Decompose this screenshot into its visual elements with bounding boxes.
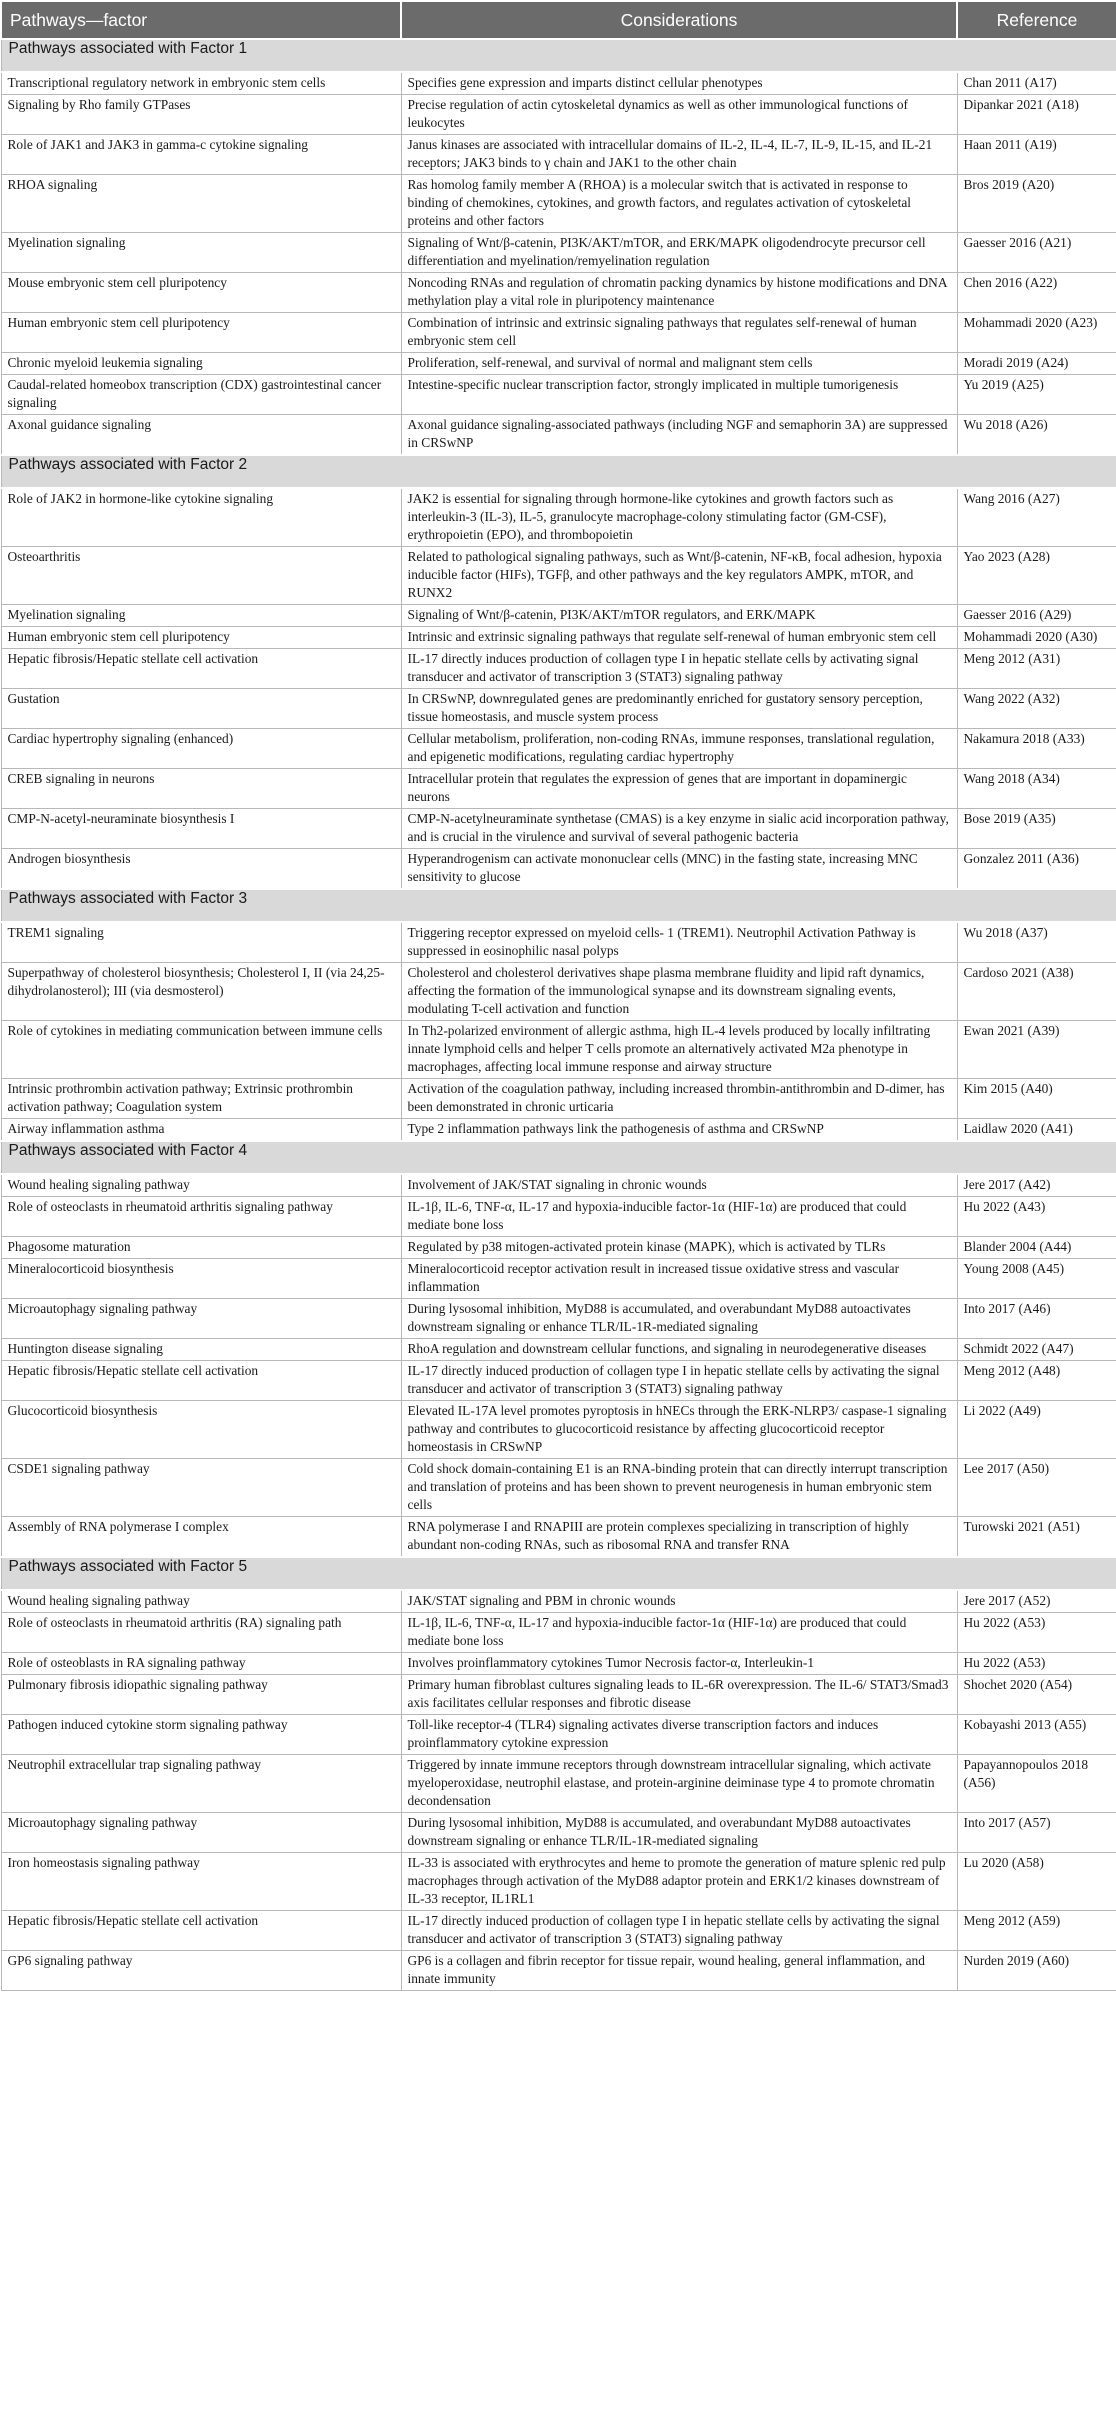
- pathway-cell: Human embryonic stem cell pluripotency: [1, 627, 401, 649]
- table-row: [1, 375, 1116, 415]
- reference-cell: Mohammadi 2020 (A30): [957, 627, 1116, 649]
- pathway-cell: Microautophagy signaling pathway: [1, 1299, 401, 1339]
- table-row: [1, 605, 1116, 627]
- consideration-cell: Primary human fibroblast cultures signaling leads to IL-6R overexpression. The IL-6/ STAT3/Smad3 axis facilitates cellular responses and fibrotic disease: [401, 1675, 957, 1715]
- consideration-cell: Cellular metabolism, proliferation, non-coding RNAs, immune responses, translational regulation, and epigenetic modifications, regulating cardiac hypertrophy: [401, 729, 957, 769]
- section-header-row: [1, 1557, 1116, 1590]
- section-header-row: [1, 1141, 1116, 1174]
- consideration-cell: Triggering receptor expressed on myeloid cells- 1 (TREM1). Neutrophil Activation Pathway is suppressed in eosinophilic nasal polyps: [401, 922, 957, 963]
- pathway-cell: Cardiac hypertrophy signaling (enhanced): [1, 729, 401, 769]
- pathway-cell: Gustation: [1, 689, 401, 729]
- consideration-cell: Specifies gene expression and imparts distinct cellular phenotypes: [401, 72, 957, 95]
- table-body: [1, 39, 1116, 1991]
- pathway-cell: Axonal guidance signaling: [1, 415, 401, 456]
- reference-cell: Shochet 2020 (A54): [957, 1675, 1116, 1715]
- consideration-cell: Signaling of Wnt/β-catenin, PI3K/AKT/mTOR, and ERK/MAPK oligodendrocyte precursor cell differentiation and myelination/remyelination regulation: [401, 233, 957, 273]
- reference-cell: Yao 2023 (A28): [957, 547, 1116, 605]
- reference-cell: Papayannopoulos 2018 (A56): [957, 1755, 1116, 1813]
- table-row: [1, 1299, 1116, 1339]
- table-row: [1, 488, 1116, 547]
- pathway-cell: Pulmonary fibrosis idiopathic signaling pathway: [1, 1675, 401, 1715]
- reference-cell: Gaesser 2016 (A29): [957, 605, 1116, 627]
- reference-cell: Mohammadi 2020 (A23): [957, 313, 1116, 353]
- table-row: [1, 1459, 1116, 1517]
- table-row: [1, 135, 1116, 175]
- reference-cell: Chen 2016 (A22): [957, 273, 1116, 313]
- reference-cell: Meng 2012 (A48): [957, 1361, 1116, 1401]
- consideration-cell: IL-1β, IL-6, TNF-α, IL-17 and hypoxia-inducible factor-1α (HIF-1α) are produced that could mediate bone loss: [401, 1613, 957, 1653]
- pathway-cell: Pathogen induced cytokine storm signaling pathway: [1, 1715, 401, 1755]
- consideration-cell: Combination of intrinsic and extrinsic signaling pathways that regulates self-renewal of human embryonic stem cell: [401, 313, 957, 353]
- consideration-cell: IL-17 directly induces production of collagen type I in hepatic stellate cells by activating signal transducer and activator of transcription 3 (STAT3) signaling pathway: [401, 649, 957, 689]
- reference-cell: Dipankar 2021 (A18): [957, 95, 1116, 135]
- table-row: [1, 233, 1116, 273]
- pathway-cell: Glucocorticoid biosynthesis: [1, 1401, 401, 1459]
- table-row: [1, 963, 1116, 1021]
- pathway-cell: Androgen biosynthesis: [1, 849, 401, 890]
- pathway-cell: Wound healing signaling pathway: [1, 1174, 401, 1197]
- consideration-cell: Related to pathological signaling pathways, such as Wnt/β-catenin, NF-κB, focal adhesion, hypoxia inducible factor (HIFs), TGFβ, and other pathways and the key regulators AMPK, mTOR, and RUNX2: [401, 547, 957, 605]
- consideration-cell: Intrinsic and extrinsic signaling pathways that regulate self-renewal of human embryonic stem cell: [401, 627, 957, 649]
- table-row: [1, 1339, 1116, 1361]
- pathway-cell: Chronic myeloid leukemia signaling: [1, 353, 401, 375]
- consideration-cell: IL-33 is associated with erythrocytes and heme to promote the generation of mature splenic red pulp macrophages through activation of the MyD88 adaptor protein and ERK1/2 kinases downstream of IL-33 receptor, IL1RL1: [401, 1853, 957, 1911]
- pathway-cell: Wound healing signaling pathway: [1, 1590, 401, 1613]
- reference-cell: Gonzalez 2011 (A36): [957, 849, 1116, 890]
- pathway-cell: Role of osteoclasts in rheumatoid arthritis signaling pathway: [1, 1197, 401, 1237]
- consideration-cell: IL-1β, IL-6, TNF-α, IL-17 and hypoxia-inducible factor-1α (HIF-1α) are produced that could mediate bone loss: [401, 1197, 957, 1237]
- reference-cell: Li 2022 (A49): [957, 1401, 1116, 1459]
- table-row: [1, 1021, 1116, 1079]
- section-title: Pathways associated with Factor 1: [1, 39, 1116, 72]
- reference-cell: Hu 2022 (A53): [957, 1653, 1116, 1675]
- reference-cell: Young 2008 (A45): [957, 1259, 1116, 1299]
- reference-cell: Hu 2022 (A53): [957, 1613, 1116, 1653]
- table-row: [1, 1174, 1116, 1197]
- pathway-cell: Role of JAK1 and JAK3 in gamma-c cytokine signaling: [1, 135, 401, 175]
- consideration-cell: Involves proinflammatory cytokines Tumor Necrosis factor-α, Interleukin-1: [401, 1653, 957, 1675]
- consideration-cell: Activation of the coagulation pathway, including increased thrombin-antithrombin and D-dimer, has been demonstrated in chronic urticaria: [401, 1079, 957, 1119]
- table-row: [1, 729, 1116, 769]
- reference-cell: Wu 2018 (A37): [957, 922, 1116, 963]
- table-row: [1, 1813, 1116, 1853]
- section-title: Pathways associated with Factor 5: [1, 1557, 1116, 1590]
- reference-cell: Lee 2017 (A50): [957, 1459, 1116, 1517]
- pathway-cell: Hepatic fibrosis/Hepatic stellate cell activation: [1, 649, 401, 689]
- pathway-cell: RHOA signaling: [1, 175, 401, 233]
- reference-cell: Bros 2019 (A20): [957, 175, 1116, 233]
- consideration-cell: RNA polymerase I and RNAPIII are protein complexes specializing in transcription of highly abundant non-coding RNAs, such as ribosomal RNA and transfer RNA: [401, 1517, 957, 1558]
- reference-cell: Nurden 2019 (A60): [957, 1951, 1116, 1991]
- reference-cell: Kobayashi 2013 (A55): [957, 1715, 1116, 1755]
- reference-cell: Jere 2017 (A52): [957, 1590, 1116, 1613]
- pathway-cell: CREB signaling in neurons: [1, 769, 401, 809]
- reference-cell: Chan 2011 (A17): [957, 72, 1116, 95]
- reference-cell: Hu 2022 (A43): [957, 1197, 1116, 1237]
- consideration-cell: GP6 is a collagen and fibrin receptor for tissue repair, wound healing, general inflammation, and innate immunity: [401, 1951, 957, 1991]
- consideration-cell: In Th2-polarized environment of allergic asthma, high IL-4 levels produced by locally infiltrating innate lymphoid cells and helper T cells promote an alternatively activated M2a phenotype in macrophages, affecting local immune response and airway structure: [401, 1021, 957, 1079]
- table-row: [1, 1715, 1116, 1755]
- consideration-cell: During lysosomal inhibition, MyD88 is accumulated, and overabundant MyD88 autoactivates downstream signaling or enhance TLR/IL-1R-mediated signaling: [401, 1299, 957, 1339]
- table-row: [1, 353, 1116, 375]
- pathway-cell: Human embryonic stem cell pluripotency: [1, 313, 401, 353]
- consideration-cell: Axonal guidance signaling-associated pathways (including NGF and semaphorin 3A) are suppressed in CRSwNP: [401, 415, 957, 456]
- consideration-cell: Mineralocorticoid receptor activation result in increased tissue oxidative stress and vascular inflammation: [401, 1259, 957, 1299]
- table-row: [1, 1653, 1116, 1675]
- consideration-cell: JAK2 is essential for signaling through hormone-like cytokines and growth factors such as interleukin-3 (IL-3), IL-5, granulocyte macrophage-colony stimulating factor (GM-CSF), erythropoietin (EPO), and thrombopoietin: [401, 488, 957, 547]
- table-row: [1, 1517, 1116, 1558]
- reference-cell: Cardoso 2021 (A38): [957, 963, 1116, 1021]
- pathway-cell: Mouse embryonic stem cell pluripotency: [1, 273, 401, 313]
- reference-cell: Laidlaw 2020 (A41): [957, 1119, 1116, 1142]
- pathway-cell: Role of osteoblasts in RA signaling pathway: [1, 1653, 401, 1675]
- pathway-cell: Role of JAK2 in hormone-like cytokine signaling: [1, 488, 401, 547]
- table-row: [1, 273, 1116, 313]
- consideration-cell: Hyperandrogenism can activate mononuclear cells (MNC) in the fasting state, increasing MNC sensitivity to glucose: [401, 849, 957, 890]
- consideration-cell: Cholesterol and cholesterol derivatives shape plasma membrane fluidity and lipid raft dynamics, affecting the formation of the immunological synapse and its downstream signaling events, modulating T-cell activation and function: [401, 963, 957, 1021]
- table-row: [1, 769, 1116, 809]
- reference-cell: Moradi 2019 (A24): [957, 353, 1116, 375]
- consideration-cell: Ras homolog family member A (RHOA) is a molecular switch that is activated in response to binding of chemokines, cytokines, and growth factors, and regulates activation of cytoskeletal proteins and other factors: [401, 175, 957, 233]
- pathway-cell: Neutrophil extracellular trap signaling pathway: [1, 1755, 401, 1813]
- pathway-cell: CSDE1 signaling pathway: [1, 1459, 401, 1517]
- pathway-cell: Hepatic fibrosis/Hepatic stellate cell activation: [1, 1911, 401, 1951]
- reference-cell: Jere 2017 (A42): [957, 1174, 1116, 1197]
- pathway-cell: Myelination signaling: [1, 233, 401, 273]
- table-row: [1, 1259, 1116, 1299]
- pathway-cell: Mineralocorticoid biosynthesis: [1, 1259, 401, 1299]
- pathway-cell: Assembly of RNA polymerase I complex: [1, 1517, 401, 1558]
- consideration-cell: Type 2 inflammation pathways link the pathogenesis of asthma and CRSwNP: [401, 1119, 957, 1142]
- consideration-cell: Elevated IL-17A level promotes pyroptosis in hNECs through the ERK-NLRP3/ caspase-1 signaling pathway and contributes to glucocorticoid resistance by affecting glucocorticoid receptor homeostasis in CRSwNP: [401, 1401, 957, 1459]
- reference-cell: Yu 2019 (A25): [957, 375, 1116, 415]
- consideration-cell: Precise regulation of actin cytoskeletal dynamics as well as other immunological functions of leukocytes: [401, 95, 957, 135]
- reference-cell: Wang 2016 (A27): [957, 488, 1116, 547]
- table-row: [1, 1613, 1116, 1653]
- table-row: [1, 1119, 1116, 1142]
- section-title: Pathways associated with Factor 4: [1, 1141, 1116, 1174]
- pathway-cell: Myelination signaling: [1, 605, 401, 627]
- table-row: [1, 95, 1116, 135]
- table-row: [1, 175, 1116, 233]
- section-title: Pathways associated with Factor 3: [1, 889, 1116, 922]
- reference-cell: Ewan 2021 (A39): [957, 1021, 1116, 1079]
- pathway-cell: Hepatic fibrosis/Hepatic stellate cell activation: [1, 1361, 401, 1401]
- consideration-cell: CMP-N-acetylneuraminate synthetase (CMAS) is a key enzyme in sialic acid incorporation pathway, and is crucial in the virulence and survival of several pathogenic bacteria: [401, 809, 957, 849]
- reference-cell: Wang 2022 (A32): [957, 689, 1116, 729]
- reference-cell: Into 2017 (A46): [957, 1299, 1116, 1339]
- section-header-row: [1, 39, 1116, 72]
- table-row: [1, 1590, 1116, 1613]
- table-row: [1, 922, 1116, 963]
- reference-cell: Kim 2015 (A40): [957, 1079, 1116, 1119]
- pathway-cell: CMP-N-acetyl-neuraminate biosynthesis I: [1, 809, 401, 849]
- pathway-cell: Transcriptional regulatory network in embryonic stem cells: [1, 72, 401, 95]
- table-row: [1, 1361, 1116, 1401]
- pathway-cell: Role of cytokines in mediating communication between immune cells: [1, 1021, 401, 1079]
- reference-cell: Haan 2011 (A19): [957, 135, 1116, 175]
- pathway-cell: Signaling by Rho family GTPases: [1, 95, 401, 135]
- table-row: [1, 689, 1116, 729]
- pathway-cell: Huntington disease signaling: [1, 1339, 401, 1361]
- header-reference: Reference: [957, 1, 1116, 39]
- table-row: [1, 1401, 1116, 1459]
- table-row: [1, 415, 1116, 456]
- reference-cell: Wang 2018 (A34): [957, 769, 1116, 809]
- section-title: Pathways associated with Factor 2: [1, 455, 1116, 488]
- pathway-cell: Intrinsic prothrombin activation pathway; Extrinsic prothrombin activation pathway; Coagulation system: [1, 1079, 401, 1119]
- table-row: [1, 1755, 1116, 1813]
- table-row: [1, 1911, 1116, 1951]
- consideration-cell: Proliferation, self-renewal, and survival of normal and malignant stem cells: [401, 353, 957, 375]
- consideration-cell: Toll-like receptor-4 (TLR4) signaling activates diverse transcription factors and induces proinflammatory cytokine expression: [401, 1715, 957, 1755]
- reference-cell: Nakamura 2018 (A33): [957, 729, 1116, 769]
- consideration-cell: In CRSwNP, downregulated genes are predominantly enriched for gustatory sensory perception, tissue homeostasis, and muscle system process: [401, 689, 957, 729]
- table-row: [1, 1951, 1116, 1991]
- pathway-cell: GP6 signaling pathway: [1, 1951, 401, 1991]
- table-row: [1, 1237, 1116, 1259]
- consideration-cell: Triggered by innate immune receptors through downstream intracellular signaling, which activate myeloperoxidase, neutrophil elastase, and protein-arginine deiminase type 4 to promote chromatin decondensation: [401, 1755, 957, 1813]
- consideration-cell: Intestine-specific nuclear transcription factor, strongly implicated in multiple tumorigenesis: [401, 375, 957, 415]
- consideration-cell: IL-17 directly induced production of collagen type I in hepatic stellate cells by activating the signal transducer and activator of transcription 3 (STAT3) signaling pathway: [401, 1911, 957, 1951]
- table-row: [1, 649, 1116, 689]
- reference-cell: Into 2017 (A57): [957, 1813, 1116, 1853]
- consideration-cell: JAK/STAT signaling and PBM in chronic wounds: [401, 1590, 957, 1613]
- section-header-row: [1, 889, 1116, 922]
- pathway-cell: Superpathway of cholesterol biosynthesis; Cholesterol I, II (via 24,25-dihydrolanosterol); III (via desmosterol): [1, 963, 401, 1021]
- consideration-cell: Cold shock domain-containing E1 is an RNA-binding protein that can directly interrupt transcription and translation of proteins and has been shown to prevent neurogenesis in human embryonic stem cells: [401, 1459, 957, 1517]
- pathway-cell: Microautophagy signaling pathway: [1, 1813, 401, 1853]
- reference-cell: Gaesser 2016 (A21): [957, 233, 1116, 273]
- table-row: [1, 1853, 1116, 1911]
- reference-cell: Schmidt 2022 (A47): [957, 1339, 1116, 1361]
- consideration-cell: Signaling of Wnt/β-catenin, PI3K/AKT/mTOR regulators, and ERK/MAPK: [401, 605, 957, 627]
- table-row: [1, 1675, 1116, 1715]
- table-row: [1, 72, 1116, 95]
- reference-cell: Meng 2012 (A59): [957, 1911, 1116, 1951]
- consideration-cell: Regulated by p38 mitogen-activated protein kinase (MAPK), which is activated by TLRs: [401, 1237, 957, 1259]
- consideration-cell: Noncoding RNAs and regulation of chromatin packing dynamics by histone modifications and DNA methylation play a vital role in pluripotency maintenance: [401, 273, 957, 313]
- consideration-cell: Intracellular protein that regulates the expression of genes that are important in dopaminergic neurons: [401, 769, 957, 809]
- pathway-cell: Phagosome maturation: [1, 1237, 401, 1259]
- pathway-cell: Caudal-related homeobox transcription (CDX) gastrointestinal cancer signaling: [1, 375, 401, 415]
- section-header-row: [1, 455, 1116, 488]
- pathway-cell: Osteoarthritis: [1, 547, 401, 605]
- reference-cell: Meng 2012 (A31): [957, 649, 1116, 689]
- consideration-cell: RhoA regulation and downstream cellular functions, and signaling in neurodegenerative diseases: [401, 1339, 957, 1361]
- consideration-cell: Janus kinases are associated with intracellular domains of IL-2, IL-4, IL-7, IL-9, IL-15, and IL-21 receptors; JAK3 binds to γ chain and JAK1 to the other chain: [401, 135, 957, 175]
- reference-cell: Wu 2018 (A26): [957, 415, 1116, 456]
- pathway-cell: TREM1 signaling: [1, 922, 401, 963]
- header-considerations: Considerations: [401, 1, 957, 39]
- consideration-cell: During lysosomal inhibition, MyD88 is accumulated, and overabundant MyD88 autoactivates downstream signaling or enhance TLR/IL-1R-mediated signaling: [401, 1813, 957, 1853]
- table-row: [1, 547, 1116, 605]
- table-row: [1, 849, 1116, 890]
- table-row: [1, 313, 1116, 353]
- reference-cell: Bose 2019 (A35): [957, 809, 1116, 849]
- reference-cell: Lu 2020 (A58): [957, 1853, 1116, 1911]
- pathway-cell: Iron homeostasis signaling pathway: [1, 1853, 401, 1911]
- table-row: [1, 627, 1116, 649]
- table-row: [1, 809, 1116, 849]
- consideration-cell: Involvement of JAK/STAT signaling in chronic wounds: [401, 1174, 957, 1197]
- consideration-cell: IL-17 directly induced production of collagen type I in hepatic stellate cells by activating the signal transducer and activator of transcription 3 (STAT3) signaling pathway: [401, 1361, 957, 1401]
- table-header-row: [1, 1, 1116, 39]
- pathway-cell: Role of osteoclasts in rheumatoid arthritis (RA) signaling path: [1, 1613, 401, 1653]
- reference-cell: Turowski 2021 (A51): [957, 1517, 1116, 1558]
- table-row: [1, 1079, 1116, 1119]
- pathway-cell: Airway inflammation asthma: [1, 1119, 401, 1142]
- table-row: [1, 1197, 1116, 1237]
- reference-cell: Blander 2004 (A44): [957, 1237, 1116, 1259]
- header-pathways: Pathways—factor: [1, 1, 401, 39]
